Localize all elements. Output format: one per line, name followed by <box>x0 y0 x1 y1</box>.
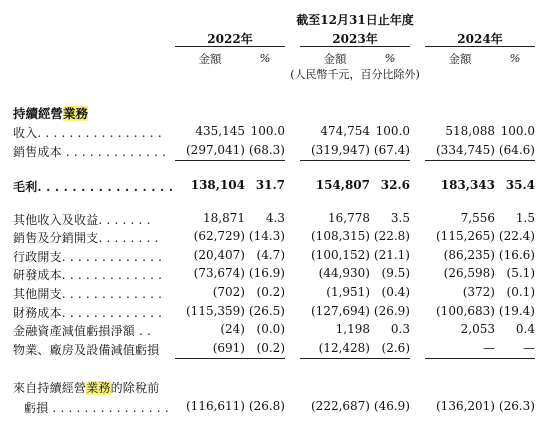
cell-2022-amount: (20,407) <box>193 248 245 262</box>
cell-2022-amount: (24) <box>220 322 245 336</box>
cell-2023-pct: (22.8) <box>373 229 410 243</box>
cell-2023-pct: 32.6 <box>380 178 410 192</box>
unit-note: (人民幣千元，百分比除外) <box>290 68 420 81</box>
final-label-suffix: 的除稅前 <box>110 381 160 395</box>
amount-label-2022: 金額 <box>198 52 222 66</box>
cell-2022-amount: 435,145 <box>195 124 245 138</box>
cell-2023-pct: (21.1) <box>373 248 410 262</box>
cell-2023-pct: (67.4) <box>373 143 410 157</box>
year-rule-2023 <box>300 46 410 47</box>
final-value-2022-amount: (116,611) <box>186 399 245 413</box>
cell-2022-pct: (0.2) <box>256 285 285 299</box>
row-underline <box>175 358 285 359</box>
year-header-2022: 2022年 <box>207 32 253 46</box>
section-title-highlight: 業務 <box>63 106 89 121</box>
row-label: 金融資產減值虧損淨額 . . <box>13 324 152 338</box>
pct-label-2022: % <box>259 51 271 65</box>
final-value-2023-amount: (222,687) <box>311 399 370 413</box>
cell-2024-amount: (26,598) <box>443 266 495 280</box>
cell-2023-amount: 1,198 <box>335 322 370 336</box>
row-label: 物業、廠房及設備減值虧損 <box>13 343 160 357</box>
cell-2024-pct: 0.4 <box>515 322 535 336</box>
cell-2023-pct: (0.4) <box>381 285 410 299</box>
cell-2023-pct: 100.0 <box>375 124 410 138</box>
final-label-prefix: 來自持續經營 <box>13 381 87 395</box>
cell-2022-pct: (16.9) <box>248 266 285 280</box>
period-header: 截至12月31日止年度 <box>296 13 414 27</box>
cell-2023-pct: (9.5) <box>381 266 410 280</box>
cell-2024-pct: — <box>523 341 535 355</box>
row-label: 銷售成本 . . . . . . . . . . . . . <box>13 145 167 159</box>
pct-label-2023: % <box>384 51 396 65</box>
cell-2022-amount: (297,041) <box>186 143 245 157</box>
pct-label-2024: % <box>509 51 521 65</box>
row-underline <box>300 160 410 161</box>
final-value-2023-pct: (46.9) <box>373 399 410 413</box>
cell-2024-amount: (100,683) <box>436 304 495 318</box>
row-label: 財務成本. . . . . . . . . . . . . <box>13 306 163 320</box>
cell-2024-pct: (22.4) <box>498 229 535 243</box>
amount-label-2024: 金額 <box>448 52 472 66</box>
row-label: 收入. . . . . . . . . . . . . . . . <box>13 126 162 140</box>
cell-2023-amount: (108,315) <box>311 229 370 243</box>
cell-2023-amount: (1,951) <box>326 285 370 299</box>
cell-2023-amount: 474,754 <box>320 124 370 138</box>
cell-2023-amount: 16,778 <box>328 211 370 225</box>
cell-2022-pct: (26.5) <box>248 304 285 318</box>
cell-2022-pct: (4.7) <box>256 248 285 262</box>
row-label: 行政開支. . . . . . . . . . . . . <box>13 250 163 264</box>
year-header-2024: 2024年 <box>457 32 503 46</box>
row-label: 其他開支. . . . . . . . . . . . . <box>13 287 163 301</box>
cell-2023-amount: 154,807 <box>315 178 370 192</box>
cell-2022-amount: (691) <box>212 341 245 355</box>
row-underline <box>175 160 285 161</box>
cell-2023-amount: (319,947) <box>311 143 370 157</box>
year-rule-2024 <box>425 46 535 47</box>
row-label: 研發成本. . . . . . . . . . . . . <box>13 268 163 282</box>
cell-2022-pct: (0.0) <box>256 322 285 336</box>
cell-2024-amount: (115,265) <box>436 229 495 243</box>
cell-2023-pct: (26.9) <box>373 304 410 318</box>
cell-2023-amount: (44,930) <box>318 266 370 280</box>
cell-2024-amount: (334,745) <box>436 143 495 157</box>
cell-2024-pct: (16.6) <box>498 248 535 262</box>
row-underline <box>300 358 410 359</box>
cell-2024-amount: 7,556 <box>460 211 495 225</box>
cell-2022-amount: (115,359) <box>186 304 245 318</box>
cell-2022-pct: (0.2) <box>256 341 285 355</box>
cell-2024-amount: — <box>483 341 495 355</box>
final-row-label-line2: 虧損 . . . . . . . . . . . . . . . <box>24 401 169 415</box>
cell-2022-pct: 4.3 <box>265 211 285 225</box>
cell-2024-amount: 518,088 <box>445 124 495 138</box>
cell-2024-amount: 2,053 <box>460 322 495 336</box>
cell-2022-pct: 100.0 <box>250 124 285 138</box>
cell-2022-pct: 31.7 <box>255 178 285 192</box>
final-value-2022-pct: (26.8) <box>248 399 285 413</box>
cell-2022-amount: (62,729) <box>193 229 245 243</box>
cell-2024-pct: 35.4 <box>505 178 535 192</box>
cell-2024-pct: (0.1) <box>506 285 535 299</box>
cell-2022-amount: (702) <box>212 285 245 299</box>
section-title-prefix: 持續經營 <box>13 106 64 121</box>
year-rule-2022 <box>175 46 285 47</box>
cell-2024-pct: 100.0 <box>500 124 535 138</box>
cell-2022-amount: 138,104 <box>190 178 245 192</box>
cell-2024-pct: 1.5 <box>515 211 535 225</box>
year-header-2023: 2023年 <box>332 32 378 46</box>
final-row-label-line1 <box>13 379 159 396</box>
cell-2024-amount: (372) <box>462 285 495 299</box>
cell-2022-amount: (73,674) <box>193 266 245 280</box>
row-label: 其他收入及收益. . . . . . . <box>13 213 151 227</box>
row-underline <box>425 160 535 161</box>
cell-2022-pct: (68.3) <box>248 143 285 157</box>
final-label-highlight: 業務 <box>86 381 111 395</box>
cell-2024-amount: (86,235) <box>443 248 495 262</box>
cell-2022-amount: 18,871 <box>203 211 245 225</box>
cell-2023-pct: 3.5 <box>390 211 410 225</box>
final-value-2024-amount: (136,201) <box>436 399 495 413</box>
cell-2024-pct: (64.6) <box>498 143 535 157</box>
cell-2022-pct: (14.3) <box>248 229 285 243</box>
cell-2023-amount: (100,152) <box>311 248 370 262</box>
cell-2023-amount: (127,694) <box>311 304 370 318</box>
cell-2023-pct: 0.3 <box>390 322 410 336</box>
amount-label-2023: 金額 <box>323 52 347 66</box>
final-value-2024-pct: (26.3) <box>498 399 535 413</box>
section-title <box>13 104 88 122</box>
cell-2023-pct: (2.6) <box>381 341 410 355</box>
cell-2024-amount: 183,343 <box>440 178 495 192</box>
row-label: 毛利. . . . . . . . . . . . . . . . <box>13 180 174 194</box>
cell-2023-amount: (12,428) <box>318 341 370 355</box>
cell-2024-pct: (5.1) <box>506 266 535 280</box>
row-label: 銷售及分銷開支. . . . . . . . <box>13 231 159 245</box>
cell-2024-pct: (19.4) <box>498 304 535 318</box>
row-underline <box>425 358 535 359</box>
